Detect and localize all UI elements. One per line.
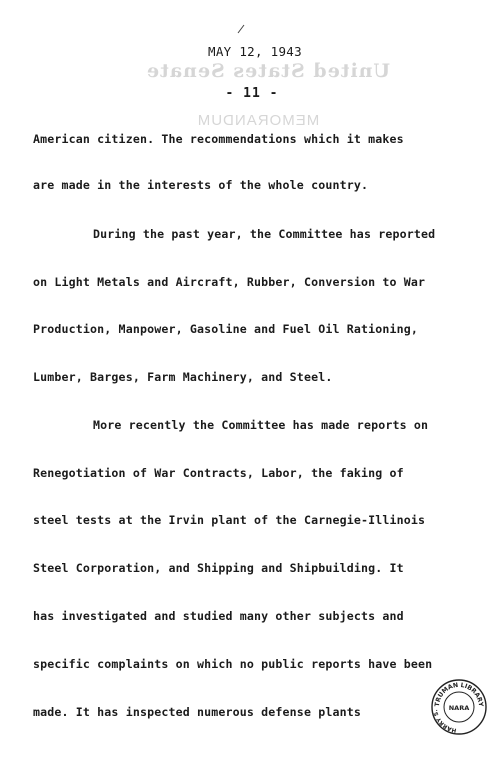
body-line: Steel Corporation, and Shipping and Shipbuilding. It [33, 561, 404, 575]
page-number: - 11 - [225, 86, 279, 101]
body-line: Renegotiation of War Contracts, Labor, the faking of [33, 466, 404, 480]
body-line: More recently the Committee has made reports on [93, 418, 429, 432]
body-line: Lumber, Barges, Farm Machinery, and Steel. [33, 370, 333, 384]
body-line: are made in the interests of the whole country. [33, 178, 369, 192]
pen-mark [236, 24, 246, 34]
stamp-center-text: NARA [448, 704, 470, 712]
stamp-side-text: HARRY S. [433, 708, 458, 733]
truman-library-stamp [430, 678, 488, 736]
body-line: steel tests at the Irvin plant of the Carnegie-Illinois [33, 513, 426, 527]
bleed-through-letterhead: United States Senate [145, 60, 391, 82]
body-line: American citizen. The recommendations which it makes [33, 132, 404, 146]
bleed-through-memorandum: MEMORANDUM [196, 112, 320, 129]
body-line: on Light Metals and Aircraft, Rubber, Conversion to War [33, 275, 426, 289]
body-line: During the past year, the Committee has reported [93, 227, 436, 241]
body-line: has investigated and studied many other subjects and [33, 609, 404, 623]
body-line: Production, Manpower, Gasoline and Fuel Oil Rationing, [33, 322, 419, 336]
stamp-top-text: TRUMAN LIBRARY [433, 681, 485, 708]
document-date: MAY 12, 1943 [208, 44, 302, 59]
body-line: made. It has inspected numerous defense plants [33, 705, 361, 719]
body-line: specific complaints on which no public reports have been [33, 657, 433, 671]
